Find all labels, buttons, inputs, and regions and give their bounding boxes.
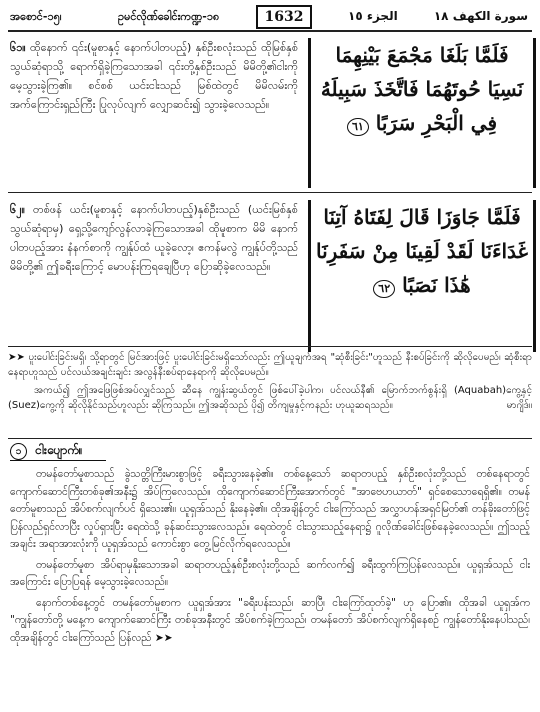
commentary-paragraph: တမန်တော်မူစာ အိပ်ရာမှနိုးသောအခါ ဆရာတပည့်နှစ်ဦးစလုံးတို့သည် ဆက်လက်၍ ခရီးထွက်ကြပြန်လေသည်။ ယူရှအ်သည် ငါးအကြောင်း ပြောပြရန် မေ့သွားခဲ့လေသည်။ [10,558,530,588]
page-number: 1632 [256,5,312,29]
verse-divider [8,192,532,193]
footnote-paragraph: ➤➤ ပူးပေါင်းခြင်းမရှိ၊ သို့ရာတွင် မြင်အားဖြင့် ပူးပေါင်းခြင်းမရှိသော်လည်း ဤယူချက်အရ "ဆုံစီးခြင်း"ဟူသည် နီးစပ်ခြင်းကို ဆိုလိုပေမည်၊ ဆုံစီးရာနေရာဟူသည် ပင်လယ်အချင်းချင်း အလွန်နီးစပ်ရာနေရာကို ဆိုလိုပေမည်။ [8,352,532,378]
header-juz: الجزء ١٥ [348,9,398,23]
commentary [10,466,530,650]
arabic-line [311,106,533,140]
ayah-number-mark: ٦٢ [373,280,395,298]
arabic-line: فَلَمَّا جَاوَزَا قَالَ لِفَتَاهُ آتِنَا [323,205,521,229]
ayah-number-mark: ٦١ [347,118,369,136]
arabic-line: نَسِيَا حُوتَهُمَا فَاتَّخَذَ سَبِيلَهُ [320,77,524,101]
translation-text: ထိုနောက် ၎င်း(မူစာနှင့် နောက်ပါတပည့်) နှစ်ဦးစလုံးသည် ထိုမြစ်နှစ်သွယ်ဆုံရာသို့ ရောက်ရှိခဲ့ကြသောအခါ ၎င်းတို့နှစ်ဦးသည် မိမိတို့၏ငါးကို မေ့သွားခဲ့ကြ၏။ စင်စစ် ယင်းငါးသည် မြစ်ထဲတွင် မိမိလမ်းကို အက်ကြောင်းရှည်ကြီး ပြုလုပ်လျက် လျှောဆင်း၍ သွားခဲ့လေသည်။ [10,41,299,111]
arabic-line [311,268,533,302]
header-section: ဥမင်လိုဏ်ခေါင်းကဏ္ဍ-၁၈ [118,10,220,23]
arabic-line-text: هَٰذَا نَصَبًا [402,273,471,297]
header-volume: အစောင်-၁၅၊ [10,10,62,23]
footnotes [8,350,532,413]
arabic-line-text: فِي الْبَحْرِ سَرَبًا [375,111,498,135]
verse-number: ၆၁။ [10,41,26,54]
commentary-divider [8,438,532,439]
section-title: ငါးပျောက်။ [35,443,83,457]
commentary-paragraph: နောက်တစ်နေ့တွင် တမန်တော်မူစာက ယူရှအ်အား "ခရီးပန်းသည်၊ ဆာပြီ၊ ငါးကြော်ထုတ်ခဲ့" ဟု ပြော၏။ ထိုအခါ ယူရှအ်က "ကျွန်တော်တို့ မနေ့က ကျောက်ဆောင်ကြီး တစ်ခုအနီးတွင် အိပ်စက်ခဲ့ကြသည်၊ တမန်တော် အိပ်စက်လျက်ရှိနေစဉ် ကျွန်တော်နိုးနေပါသည်၊ ထိုအချိန်တွင် ငါးကြော်သည် ပြန်လည် ➤➤ [10,596,530,644]
commentary-paragraph: တမန်တော်မူစာသည် ခွဲသတ္တိကြီးမားစွာဖြင့် ခရီးသွားနေခဲ့၏။ တစ်နေ့သော် ဆရာတပည့် နှစ်ဦးစလုံးတို့သည် တစ်နေရာတွင် ကျောက်ဆောင်ကြီးတစ်ခု၏အနီး၌ အိပ်ကြလေသည်။ ထိုကျောက်ဆောင်ကြီးအောက်တွင် "အာဗေဟယာတ်" ရှင်စေသောရေရှိ၏။ တမန်တော်မူစာသည် အိပ်စက်လျက်ပင် ရှိသေး၏။ ယူရှအ်သည် နိုးနေခဲ့၏။ ထိုအချိန်တွင် ငါးကြော်သည် အလွှာဟန်အရှင်မြတ်၏ တန်ခိုးတော်ဖြင့် ပြန်လည်ရှင်လာပြီး လှုပ်ရှားပြီး ရေထဲသို့ ခုန်ဆင်းသွားလေသည်။ ရေထဲတွင် ငါးသွားသည့်နေရာ၌ ဂူလိုဏ်ခေါင်းဖြစ်နေခဲ့လေသည်။ ဤသည့်အချင်း အရာအားလုံးကို ယူရှအ်သည် ကောင်းစွာ တွေ့မြင်လိုက်ရလေသည်။ [10,468,530,550]
arabic-line: غَدَاءَنَا لَقَدْ لَقِينَا مِنْ سَفَرِنَا [315,239,529,263]
verse-translation [10,38,298,114]
verse-61 [8,38,532,188]
header-surah: سورة الكهف ١٨ [433,9,528,23]
arabic-line: فَلَمَّا بَلَغَا مَجْمَعَ بَيْنِهِمَا [335,43,509,67]
footnote-signature: မာဂျိဒ်။ [506,400,532,411]
footnote-paragraph: အကယ်၍ ဤအဖြေဖြစ်အပ်လျှင်သည် ဆီနေ ကျွန်းဆွယ်တွင် ဖြစ်ပေါ်ခဲ့ပါက၊ ပင်လယ်နီ၏ မြောက်ဘက်စွန်းရှိ (Aquabah)ကွေ့နှင့် (Suez)ကွေ့ကို ဆိုလိုနိုင်သည်ဟူလည်း ဆိုကြသည်။ ဤအဆိုသည် ပို၍ တိကျမှုနှင့်ကနည်း ဟုယူဆရသည်။ [8,385,533,411]
page-header [8,4,532,32]
verse-translation [10,200,298,276]
verse-number: ၆၂။ [10,203,25,216]
section-heading [10,442,83,460]
translation-text: တစ်ဖန် ယင်း(မူစာနှင့် နောက်ပါတပည့်)နှစ်ဦးသည် (ယင်းမြစ်နှစ်သွယ်ဆုံရာမှ) ရှေ့သို့ကျော်လွန်လာခဲ့ကြသောအခါ ထိုမူစာက မိမိ နောက်ပါတပည့်အား နံနက်စာကို ကျွန်ုပ်ထံ ယူခဲ့လော့၊ ဧကန်မလွဲ ကျွန်ုပ်တို့သည် မိမိတို့၏ ဤခရီးကြောင့် မောပန်းကြရချေပြီဟု ပြောဆိုခဲ့လေသည်။ [10,203,298,273]
verse-62 [8,200,532,352]
arabic-verse-box [308,38,536,188]
section-number: ၁ [10,443,27,460]
heading-underline [10,460,106,461]
footnote-divider [8,346,532,347]
continuation-arrow-icon: ➤➤ [8,352,25,363]
arabic-verse-box [308,200,536,352]
